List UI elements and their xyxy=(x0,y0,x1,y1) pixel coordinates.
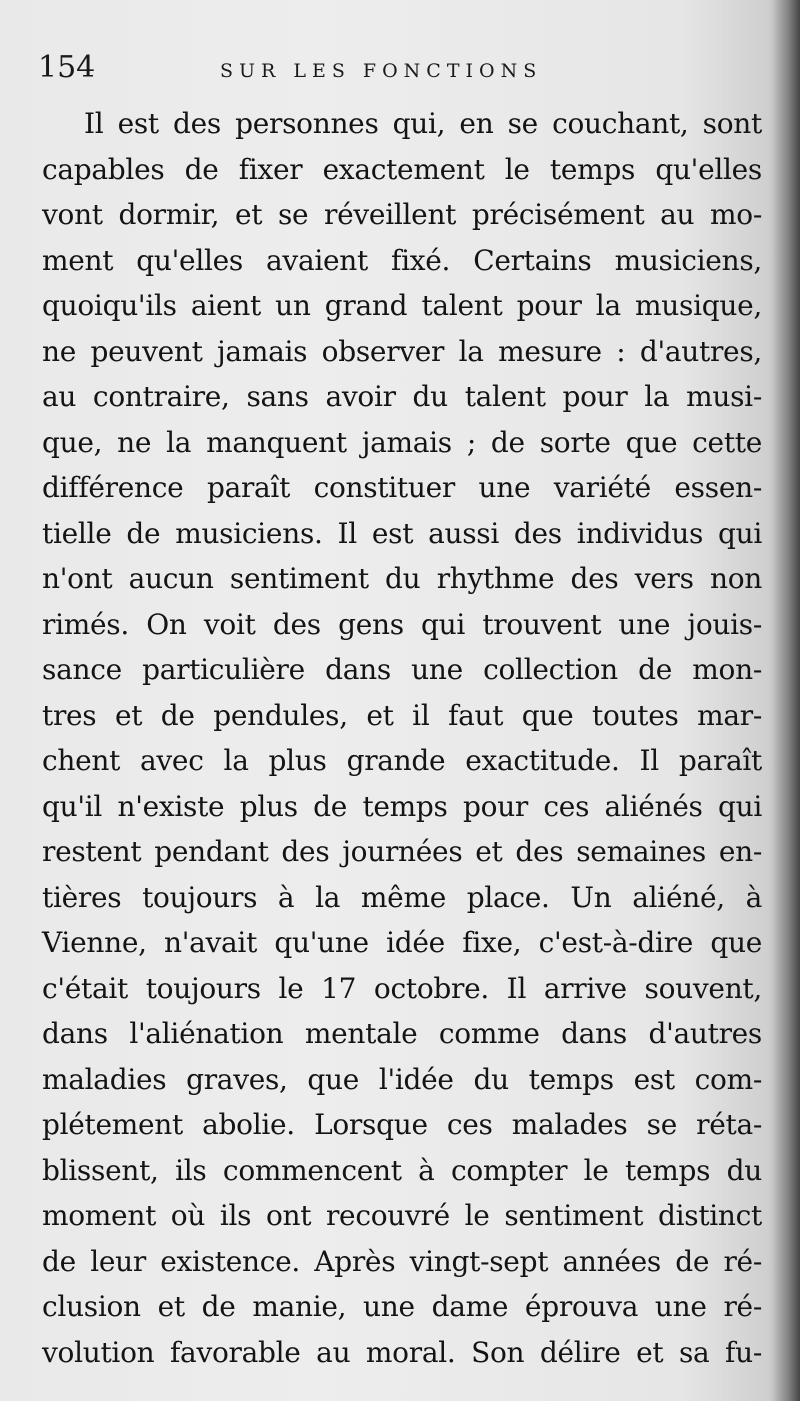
text-line: différence paraît constituer une variété essen- xyxy=(42,471,762,504)
text-line: maladies graves, que l'idée du temps est com- xyxy=(42,1062,762,1096)
text-line: chent avec la plus grande exactitude. Il paraît xyxy=(42,744,762,777)
text-line: de leur existence. Après vingt-sept années de ré- xyxy=(42,1244,762,1278)
text-line: rimés. On voit des gens qui trouvent une jouis- xyxy=(42,607,762,641)
page-edge-shadow xyxy=(772,0,800,1401)
text-line: ment qu'elles avaient fixé. Certains musiciens, xyxy=(42,243,762,277)
text-line: que, ne la manquent jamais ; de sorte que cette xyxy=(42,425,762,459)
text-line: n'ont aucun sentiment du rhythme des vers non xyxy=(42,562,762,595)
text-line: Il est des personnes qui, en se couchant, sont xyxy=(84,107,762,140)
text-line: capables de fixer exactement le temps qu'elles xyxy=(42,152,762,186)
text-line: moment où ils ont recouvré le sentiment distinct xyxy=(42,1199,762,1232)
running-head: SUR LES FONCTIONS xyxy=(220,60,543,82)
text-line: dans l'aliénation mentale comme dans d'autres xyxy=(42,1017,762,1050)
text-line: quoiqu'ils aient un grand talent pour la musique, xyxy=(42,289,762,322)
text-line: clusion et de manie, une dame éprouva une ré- xyxy=(42,1290,762,1323)
text-line: tielle de musiciens. Il est aussi des individus qui xyxy=(42,516,762,550)
page-header xyxy=(38,50,758,90)
text-line: blissent, ils commencent à compter le temps du xyxy=(42,1153,762,1187)
text-line: c'était toujours le 17 octobre. Il arrive souvent, xyxy=(42,971,762,1005)
text-line: restent pendant des journées et des semaines en- xyxy=(42,835,762,868)
text-line: volution favorable au moral. Son délire et sa fu- xyxy=(42,1335,762,1369)
body-text xyxy=(42,101,762,1375)
text-line: tières toujours à la même place. Un aliéné, à xyxy=(42,880,762,914)
text-line: plétement abolie. Lorsque ces malades se réta- xyxy=(42,1108,762,1141)
text-line: Vienne, n'avait qu'une idée fixe, c'est-à-dire que xyxy=(42,926,762,959)
page-number: 154 xyxy=(38,50,96,85)
text-line: tres et de pendules, et il faut que toutes mar- xyxy=(42,698,762,732)
text-line: qu'il n'existe plus de temps pour ces aliénés qui xyxy=(42,789,762,823)
text-line: vont dormir, et se réveillent précisément au mo- xyxy=(42,198,762,231)
text-line: ne peuvent jamais observer la mesure : d'autres, xyxy=(42,334,762,368)
text-line: au contraire, sans avoir du talent pour la musi- xyxy=(42,380,762,413)
text-line: sance particulière dans une collection de mon- xyxy=(42,653,762,686)
